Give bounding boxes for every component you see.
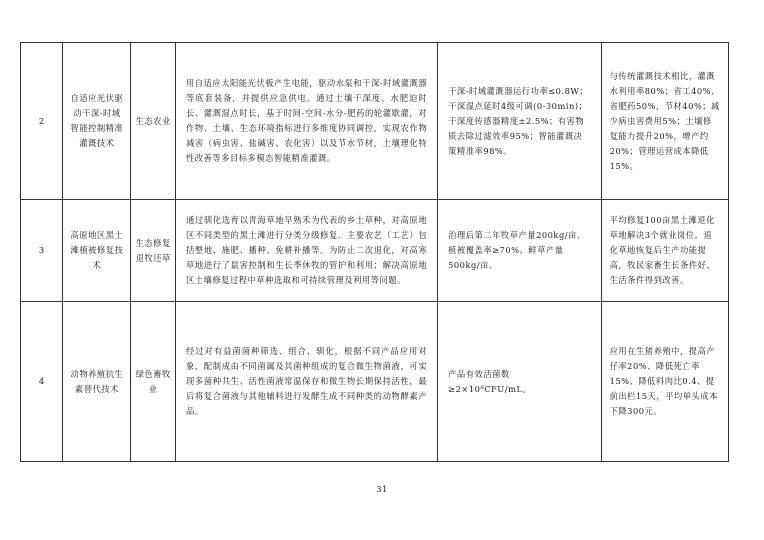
technology-name: 高原地区黑土滩植被修复技术	[63, 200, 131, 302]
row-index: 4	[21, 302, 63, 462]
key-metrics: 产品有效活菌数≥2×10⁸CFU/mL。	[438, 302, 601, 462]
technology-description: 通过驯化选育以青海草地早熟禾为代表的乡土草种，对高原地区不同类型的黑土滩进行分类分级修复。主要农艺（工艺）包括整地、施肥、播种、免耕补播等。为防止二次退化，对高寒草地进行了鼠害控制和生长季休牧的管护和利用；解决高原地区土壤修复过程中草种选取和可持续管理及利用等问题。	[175, 200, 437, 302]
application-effect: 与传统灌溉技术相比，灌溉水利用率80%；省工40%、省肥药50%，节材40%；减少病虫害费用5%；土壤修复能力提升20%，增产约20%；管理运营成本降低15%。	[601, 43, 728, 200]
key-metrics: 治理后第二年牧草产量200kg/亩、植被覆盖率≥70%、鲜草产量500kg/亩。	[438, 200, 601, 302]
table-row	[21, 200, 729, 302]
table-row	[21, 302, 729, 462]
key-metrics: 干深-时域灌溉器运行功率≤0.8W；干深湿点延时4级可调(0-30min)；干深度传感器精度±2.5%；有害物质去除过滤效率95%；智能灌溉决策精准率98%。	[438, 43, 601, 200]
table-row	[21, 43, 729, 200]
page-number: 31	[376, 485, 388, 495]
application-field: 生态修复退牧还草	[131, 200, 176, 302]
technology-name: 动物养殖抗生素替代技术	[63, 302, 131, 462]
application-effect: 平均修复100亩黑土滩退化草地解决3个就业岗位。退化草地恢复后生产功能提高，牧民家畜生长条件好、生活条件得到改善。	[601, 200, 728, 302]
application-field: 生态农业	[131, 43, 176, 200]
technology-description: 经过对有益菌菌种筛选、组合、驯化，根据不同产品应用对象，配制成由不同菌属及其菌种组成的复合微生物菌液，可实现多菌种共生、活性菌液常温保存和微生物长期保持活性，最后将复合菌液与其他辅料进行发酵生成不同种类的动物酵素产品。	[175, 302, 437, 462]
technology-description: 用自适应太阳能光伏板产生电能，驱动水泵和干深-时域灌溉器等底套装备，并提供应急供电。通过土壤干深度、水肥迫时长、灌溉湿点时长，基于时间-空间-水分-肥药的轮灌歇灌，对作物、土壤、生态环境指标进行多维度协同调控，实现农作物减害（病虫害、盐碱害、农化害）以及节水节材，土壤理化特性改善等多目标多模态智能精准灌溉。	[175, 43, 437, 200]
technology-table	[20, 42, 729, 462]
technology-name: 自适应光伏驱动干深-时域智能控制精准灌溉技术	[63, 43, 131, 200]
application-effect: 应用在生猪养殖中，提高产仔率20%、降低死亡率15%、降低料肉比0.4、提前出栏15天，平均单头成本下降300元。	[601, 302, 728, 462]
row-index: 3	[21, 200, 63, 302]
application-field: 绿色畜牧业	[131, 302, 176, 462]
row-index: 2	[21, 43, 63, 200]
